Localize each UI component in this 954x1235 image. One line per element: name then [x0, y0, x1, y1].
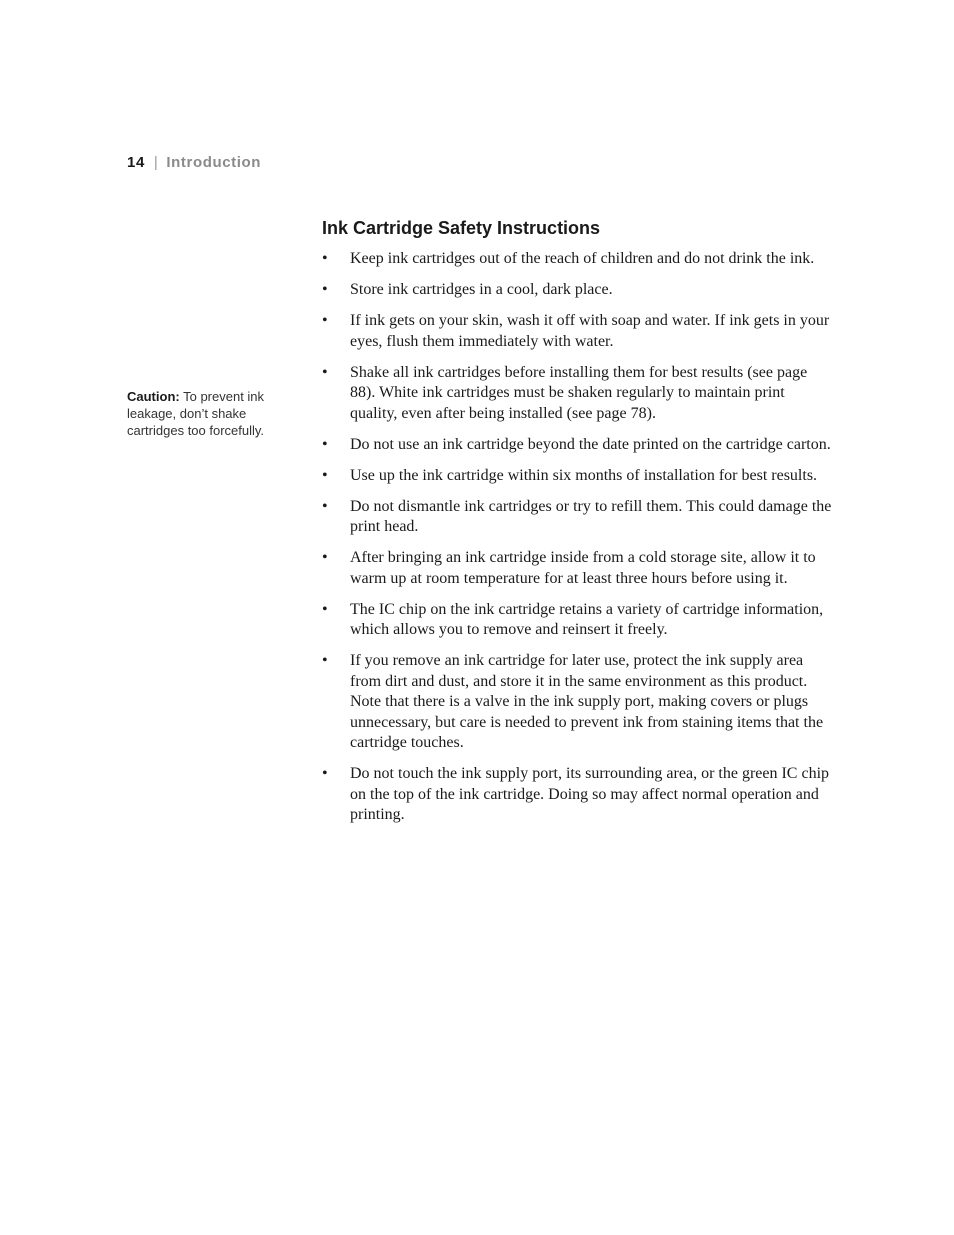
list-item-text: Keep ink cartridges out of the reach of children and do not drink the ink.: [350, 250, 815, 267]
list-item: [322, 548, 832, 589]
list-item: [322, 651, 832, 754]
bullet-icon: •: [322, 466, 328, 484]
page-heading: Ink Cartridge Safety Instructions: [322, 218, 601, 238]
bullet-icon: •: [322, 250, 328, 267]
running-header: [127, 154, 261, 171]
list-item-text: If ink gets on your skin, wash it off with soap and water. If ink gets in your eyes, flush them immediately with water.: [350, 312, 830, 350]
section-title: Introduction: [166, 154, 262, 171]
caution-note: [127, 388, 297, 439]
caution-label: Caution:: [127, 389, 180, 404]
page-number: 14: [127, 154, 145, 171]
list-item-text: Use up the ink cartridge within six months of installation for best results.: [350, 466, 818, 484]
bullet-icon: •: [322, 549, 328, 566]
bullet-icon: •: [322, 363, 328, 381]
list-item-text: Do not touch the ink supply port, its surrounding area, or the green IC chip on the top of the ink cartridge. Doing so may affect normal operation and printing.: [350, 765, 830, 823]
list-item-text: Do not use an ink cartridge beyond the date printed on the cartridge carton.: [350, 435, 831, 453]
list-item: [322, 497, 832, 538]
list-item: [322, 600, 832, 641]
list-item-text: The IC chip on the ink cartridge retains a variety of cartridge information, which allows you to remove and reinsert it freely.: [350, 600, 824, 638]
list-item: [322, 363, 832, 425]
bullet-icon: •: [322, 765, 328, 782]
bullet-icon: •: [322, 435, 328, 453]
list-item: [322, 435, 832, 456]
list-item: [322, 466, 832, 487]
list-item-text: If you remove an ink cartridge for later use, protect the ink supply area from dirt and dust, and store it in the same environment as this product. Note that there is a valve in the ink supply port, making covers or plugs unnecessary, but care is needed to prevent ink from staining items that the cartridge touches.: [350, 652, 824, 751]
bullet-icon: •: [322, 652, 328, 669]
bullet-icon: •: [322, 312, 328, 329]
header-separator: |: [153, 154, 159, 171]
list-item-text: After bringing an ink cartridge inside from a cold storage site, allow it to warm up at room temperature for at least three hours before using it.: [350, 549, 816, 587]
list-item: [322, 311, 832, 352]
safety-instructions-list: [322, 249, 832, 836]
list-item-text: Shake all ink cartridges before installing them for best results (see page 88). White ink cartridges must be shaken regularly to maintain print quality, even after being installed (see page 78).: [350, 363, 808, 422]
caution-text: To prevent ink leakage, don’t shake cartridges too forcefully.: [127, 389, 265, 438]
list-item: [322, 280, 832, 301]
list-item: [322, 764, 832, 826]
bullet-icon: •: [322, 600, 328, 618]
list-item-text: Store ink cartridges in a cool, dark place.: [350, 281, 613, 298]
bullet-icon: •: [322, 281, 328, 298]
list-item-text: Do not dismantle ink cartridges or try to refill them. This could damage the print head.: [350, 497, 832, 535]
bullet-icon: •: [322, 497, 328, 515]
list-item: [322, 249, 832, 270]
